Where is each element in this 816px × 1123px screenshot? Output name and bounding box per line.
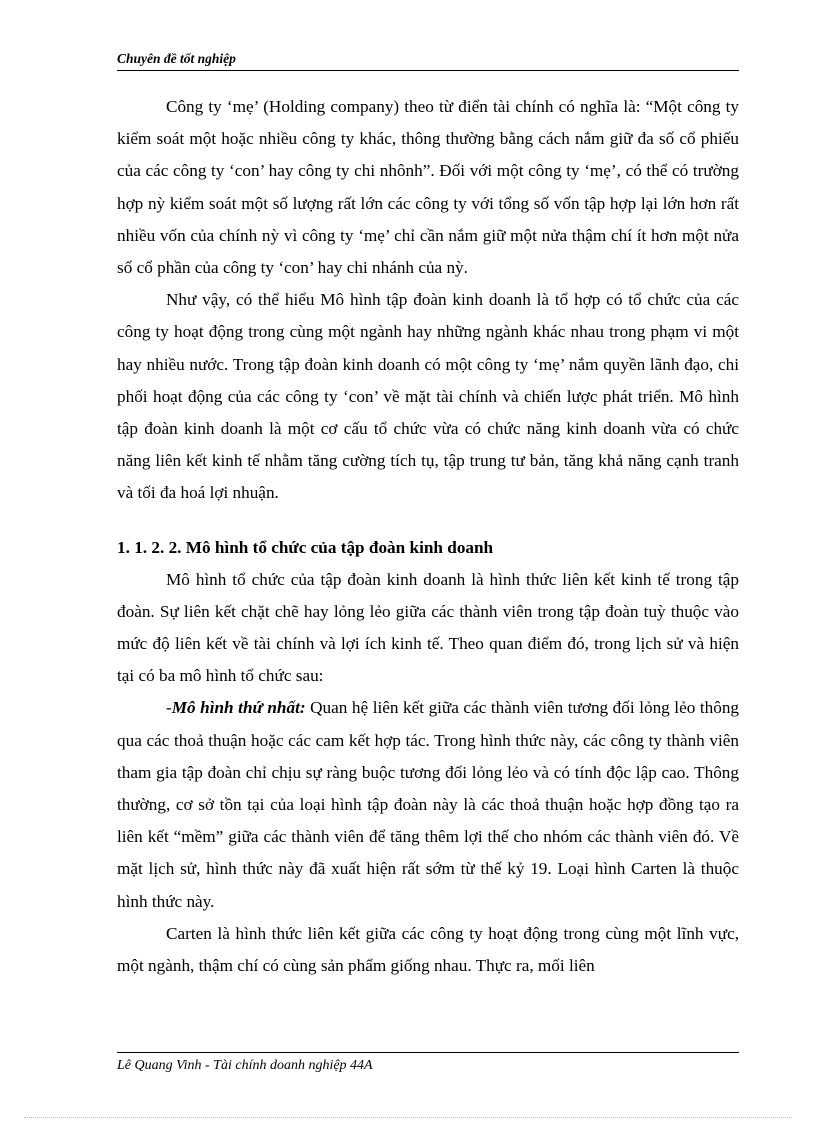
page-header xyxy=(117,48,739,71)
paragraph-organization-model-intro: Mô hình tổ chức của tập đoàn kinh doanh là hình thức liên kết kinh tế trong tập đoàn. Sự liên kết chặt chẽ hay lỏng lẻo giữa các thành viên trong tập đoàn tuỳ thuộc vào mức độ liên kết về tài chính và lợi ích kinh tế. Theo quan điểm đó, trong lịch sử và hiện tại có ba mô hình tổ chức sau: xyxy=(117,569,739,686)
header-title: Chuyên đề tốt nghiệp xyxy=(117,51,236,66)
paragraph-first-model xyxy=(117,692,739,917)
paragraph-business-group-concept: Như vậy, có thể hiểu Mô hình tập đoàn kinh doanh là tổ hợp có tổ chức của các công ty hoạt động trong cùng một ngành hay những ngành khác nhau trong phạm vi một hay nhiều nước. Trong tập đoàn kinh doanh có một công ty ‘mẹ’ nắm quyền lãnh đạo, chi phối hoạt động của các công ty ‘con’ về mặt tài chính và chiến lược phát triển. Mô hình tập đoàn kinh doanh là một cơ cấu tổ chức vừa có chức năng kinh doanh vừa có chức năng liên kết kinh tế nhằm tăng cường tích tụ, tập trung tư bản, tăng khả năng cạnh tranh và tối đa hoá lợi nhuận. xyxy=(117,290,739,503)
footer-author: Lê Quang Vinh - Tài chính doanh nghiệp 44A xyxy=(117,1058,373,1073)
first-model-label: Mô hình thứ nhất: xyxy=(171,698,306,718)
paragraph-holding-company-definition: Công ty ‘mẹ’ (Holding company) theo từ điển tài chính có nghĩa là: “Một công ty kiểm soát một hoặc nhiều công ty khác, thông thường bằng cách nắm giữ đa số cổ phiếu của các công ty ‘con’ hay công ty chi nhônh”. Đối với một công ty ‘mẹ’, có thể có trường hợp nỳ kiểm soát một số lượng rất lớn các công ty với tổng số vốn tập hợp lại lớn hơn rất nhiều vốn của chính nỳ vì công ty ‘mẹ’ chỉ cần nắm giữ một nửa thậm chí ít hơn một nửa số cổ phần của công ty ‘con’ hay chi nhánh của nỳ. xyxy=(117,97,739,278)
page-edge-divider xyxy=(24,1117,792,1118)
first-model-text: Quan hệ liên kết giữa các thành viên tương đối lỏng lẻo thông qua các thoả thuận hoặc các cam kết hợp tác. Trong hình thức này, các công ty thành viên tham gia tập đoàn chỉ chịu sự ràng buộc tương đối lỏng lẻo và có tính độc lập cao. Thông thường, cơ sở tồn tại của loại hình tập đoàn này là các thoả thuận hoặc hợp đồng tạo ra liên kết “mềm” giữa các thành viên để tăng thêm lợi thế cho nhóm các thành viên đó. Về mặt lịch sử, hình thức này đã xuất hiện rất sớm từ thế kỷ 19. Loại hình Carten là thuộc hình thức này. xyxy=(117,698,740,911)
first-model-dash: - xyxy=(166,698,172,718)
page-footer xyxy=(117,1052,739,1074)
document-body xyxy=(117,91,739,982)
section-heading: 1. 1. 2. 2. Mô hình tổ chức của tập đoàn kinh doanh xyxy=(117,537,494,557)
paragraph-carten: Carten là hình thức liên kết giữa các công ty hoạt động trong cùng một lĩnh vực, một ngành, thậm chí có cùng sản phẩm giống nhau. Thực ra, mối liên xyxy=(117,923,739,976)
